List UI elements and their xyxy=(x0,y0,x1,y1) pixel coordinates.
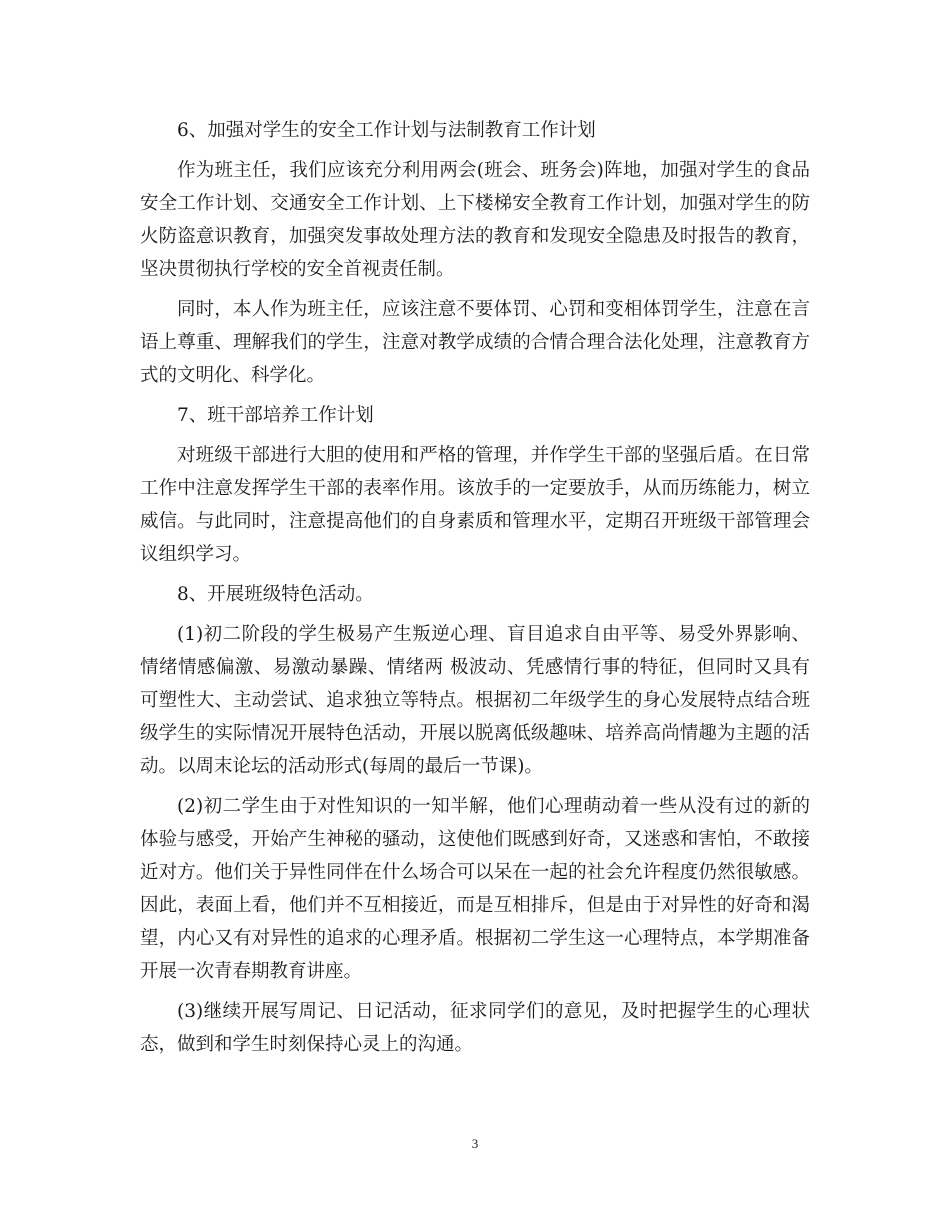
paragraph-activity-3: (3)继续开展写周记、日记活动，征求同学们的意见，及时把握学生的心理状态，做到和学生时刻保持心灵上的沟通。 xyxy=(140,1001,810,1055)
document-body xyxy=(140,114,810,1068)
paragraph-safety-education: 作为班主任，我们应该充分利用两会(班会、班务会)阵地，加强对学生的食品安全工作计划、交通安全工作计划、上下楼梯安全教育工作计划，加强对学生的防火防盗意识教育，加强突发事故处理方法的教育和发现安全隐患及时报告的教育，坚决贯彻执行学校的安全首视责任制。 xyxy=(140,160,810,280)
heading-special-activities: 8、开展班级特色活动。 xyxy=(177,584,374,605)
paragraph-class-cadre: 对班级干部进行大胆的使用和严格的管理，并作学生干部的坚强后盾。在日常工作中注意发挥学生干部的表率作用。该放手的一定要放手，从而历练能力，树立威信。与此同时，注意提高他们的自身素质和管理水平，定期召开班级干部管理会议组织学习。 xyxy=(140,445,810,565)
page-number: 3 xyxy=(471,1136,479,1151)
paragraph-activity-2: (2)初二学生由于对性知识的一知半解，他们心理萌动着一些从没有过的新的体验与感受，开始产生神秘的骚动，这使他们既感到好奇，又迷惑和害怕，不敢接近对方。他们关于异性同伴在什么场合可以呆在一起的社会允许程度仍然很敏感。因此，表面上看，他们并不互相接近，而是互相排斥，但是由于对异性的好奇和渴望，内心又有对异性的追求的心理矛盾。根据初二学生这一心理特点，本学期准备开展一次青春期教育讲座。 xyxy=(140,796,810,982)
paragraph-teacher-conduct: 同时，本人作为班主任，应该注意不要体罚、心罚和变相体罚学生，注意在言语上尊重、理解我们的学生，注意对教学成绩的合情合理合法化处理，注意教育方式的文明化、科学化。 xyxy=(140,299,810,386)
paragraph-activity-1: (1)初二阶段的学生极易产生叛逆心理、盲目追求自由平等、易受外界影响、情绪情感偏激、易激动暴躁、情绪两 极波动、凭感情行事的特征，但同时又具有可塑性大、主动尝试、追求独立等特点。根据初二年级学生的身心发展特点结合班级学生的实际情况开展特色活动，开展以脱离低级趣味、培养高尚情趣为主题的活动。以周末论坛的活动形式(每周的最后一节课)。 xyxy=(140,624,810,777)
heading-safety-legal-plan: 6、加强对学生的安全工作计划与法制教育工作计划 xyxy=(177,120,596,141)
heading-class-cadre-plan: 7、班干部培养工作计划 xyxy=(177,405,374,426)
